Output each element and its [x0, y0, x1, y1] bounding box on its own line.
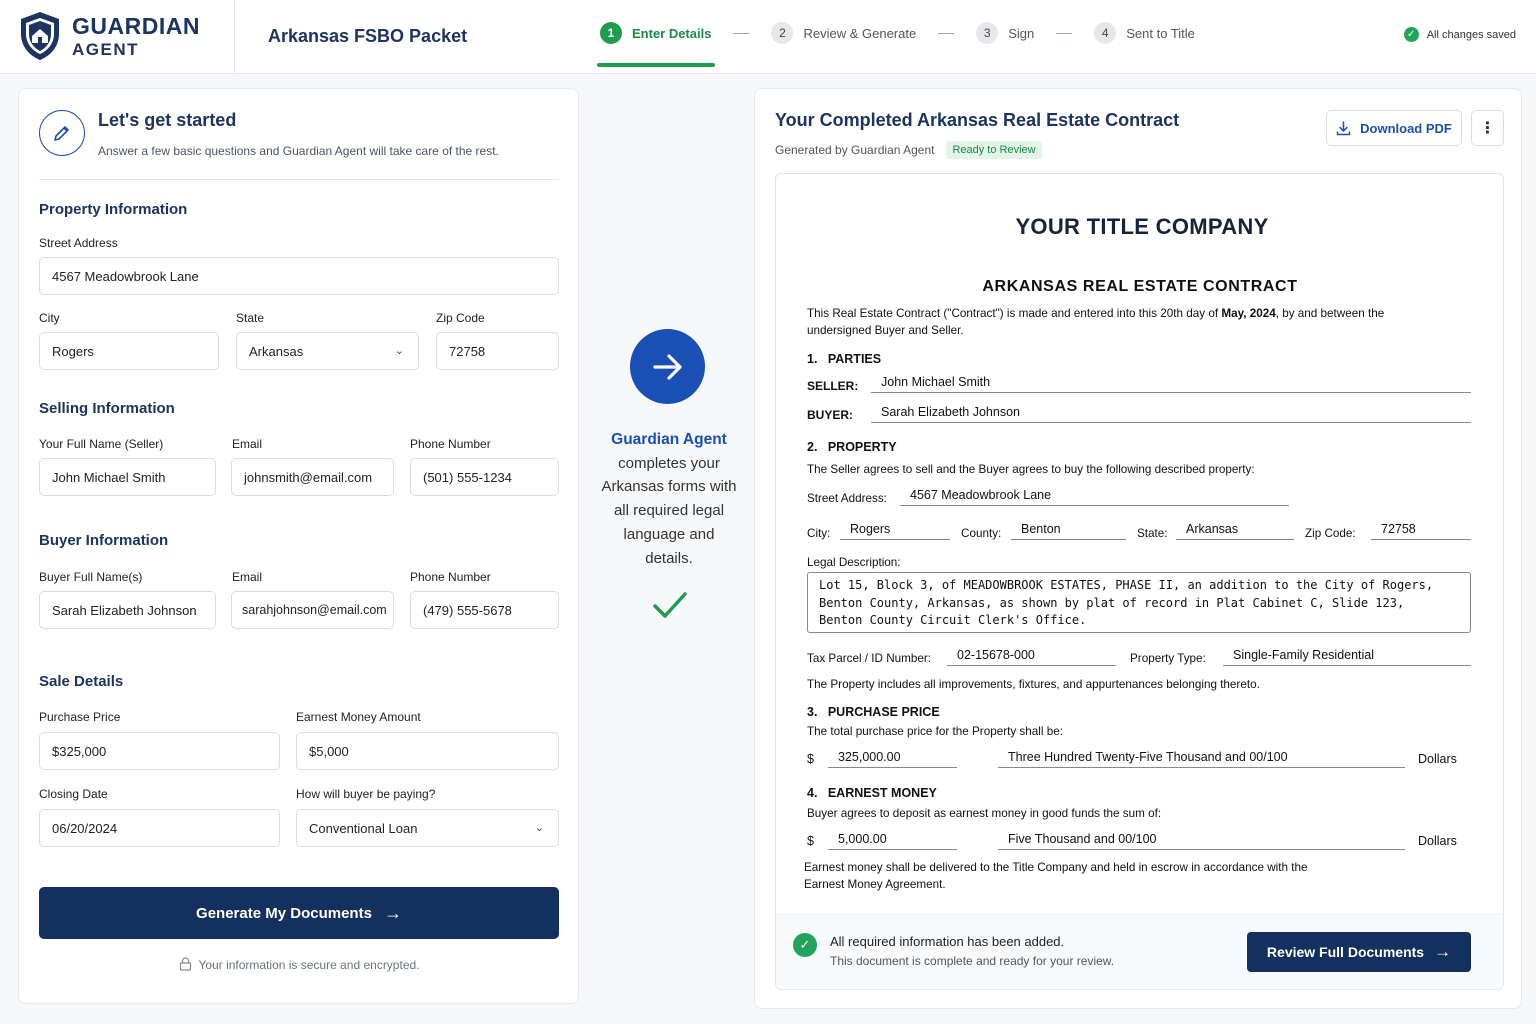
city-field: Rogers [840, 521, 950, 540]
contract-heading: ARKANSAS REAL ESTATE CONTRACT [982, 278, 1298, 295]
intro-title: Let's get started [98, 110, 237, 130]
step-label: Sent to Title [1126, 25, 1195, 41]
legal-description-box [807, 572, 1471, 633]
download-pdf-button[interactable] [1326, 110, 1462, 146]
seller-name-label: Your Full Name (Seller) [39, 437, 164, 451]
process-explanation [598, 428, 740, 570]
price-label: Purchase Price [39, 710, 121, 724]
seller-label: SELLER: [807, 379, 859, 393]
generate-button-label: Generate My Documents [196, 904, 372, 922]
earnest-money-heading: 4. EARNEST MONEY [807, 786, 937, 800]
review-full-documents-button[interactable] [1247, 932, 1471, 972]
contract-card-title: Your Completed Arkansas Real Estate Contract [775, 110, 1180, 130]
contract-document [775, 173, 1504, 990]
top-header [0, 0, 1536, 74]
save-status [1404, 27, 1516, 42]
intro-date: May, 2024 [1221, 307, 1276, 320]
buyer-name-label: Buyer Full Name(s) [39, 570, 143, 584]
step-number: 3 [976, 22, 998, 44]
buyer-phone-label: Phone Number [410, 570, 491, 584]
check-circle-icon: ✓ [1404, 27, 1419, 42]
seller-phone-input[interactable]: (501) 555-1234 [410, 458, 559, 496]
state-label: State: [1137, 527, 1168, 540]
guardian-agent-logo[interactable] [18, 10, 200, 62]
sale-section-title: Sale Details [39, 673, 124, 690]
chevron-down-icon: ⌄ [394, 345, 404, 357]
seller-phone-label: Phone Number [410, 437, 491, 451]
zip-label: Zip Code [436, 311, 485, 325]
buyer-label: BUYER: [807, 408, 854, 422]
parcel-label: Tax Parcel / ID Number: [807, 652, 932, 665]
title-company-heading: YOUR TITLE COMPANY [1015, 214, 1269, 239]
delivery-line: Earnest money shall be delivered to the Title Company and held in escrow in accordance with the [804, 861, 1308, 874]
lock-icon [179, 957, 192, 971]
secure-note [19, 957, 580, 972]
step-separator [1056, 33, 1072, 34]
payment-label: How will buyer be paying? [296, 787, 436, 801]
generate-documents-button[interactable] [39, 887, 559, 939]
download-icon [1336, 121, 1351, 136]
seller-name-input[interactable]: John Michael Smith [39, 458, 216, 496]
parcel-field: 02-15678-000 [947, 647, 1116, 666]
purchase-price-text: The total purchase price for the Property shall be: [807, 725, 1063, 738]
earnest-words-field: Five Thousand and 00/100 [998, 831, 1405, 850]
legal-line: Benton County Circuit Clerk's Office. [819, 613, 1087, 627]
city-label: City [39, 311, 60, 325]
intro-text: , by and between the [1275, 307, 1385, 320]
secure-note-text: Your information is secure and encrypted. [198, 958, 420, 972]
zip-label: Zip Code: [1305, 527, 1356, 540]
county-label: County: [961, 527, 1002, 540]
active-step-indicator [597, 63, 715, 67]
contract-preview-card [754, 88, 1522, 1009]
contract-intro [807, 305, 1477, 339]
completion-footer [776, 914, 1503, 989]
contract-card-subtitle [775, 141, 1042, 159]
seller-email-label: Email [232, 437, 263, 451]
state-field: Arkansas [1176, 521, 1294, 540]
logo-line2: AGENT [72, 39, 139, 59]
chevron-down-icon: ⌄ [534, 822, 544, 834]
seller-email-input[interactable]: johnsmith@email.com [231, 458, 394, 496]
step-number: 2 [771, 22, 793, 44]
street-label: Street Address [39, 236, 118, 250]
city-input[interactable]: Rogers [39, 332, 219, 370]
property-type-field: Single-Family Residential [1223, 647, 1471, 666]
details-form-card [18, 88, 579, 1004]
purchase-price-input[interactable]: $325,000 [39, 732, 280, 770]
earnest-money-text: Buyer agrees to deposit as earnest money in good funds the sum of: [807, 807, 1162, 820]
review-button-label: Review Full Documents [1266, 944, 1425, 960]
earnest-number-field: 5,000.00 [828, 831, 957, 850]
intro-subtitle: Answer a few basic questions and Guardian Agent will take care of the rest. [98, 144, 499, 158]
logo-line1: GUARDIAN [72, 12, 200, 39]
more-vertical-icon: ⋮ [1479, 120, 1496, 137]
header-divider [234, 0, 235, 74]
step-enter-details[interactable] [600, 22, 711, 44]
completion-subtitle: This document is complete and ready for your review. [830, 954, 1115, 968]
zip-input[interactable]: 72758 [436, 332, 559, 370]
closing-date-input[interactable]: 06/20/2024 [39, 809, 280, 847]
status-badge: Ready to Review [946, 141, 1041, 159]
process-brand: Guardian Agent [611, 431, 727, 448]
earnest-label: Earnest Money Amount [296, 710, 421, 724]
pencil-icon [39, 110, 85, 156]
step-separator [938, 33, 954, 34]
intro-text: This Real Estate Contract ("Contract") is made and entered into this 20th day of [807, 307, 1222, 320]
currency-symbol: $ [807, 752, 814, 766]
process-text: completes your Arkansas forms with all required legal language and details. [601, 454, 737, 567]
progress-stepper [600, 22, 1195, 44]
intro-text: undersigned Buyer and Seller. [807, 324, 964, 337]
completion-title: All required information has been added. [830, 934, 1065, 949]
street-address-input[interactable]: 4567 Meadowbrook Lane [39, 257, 559, 295]
closing-label: Closing Date [39, 787, 108, 801]
buyer-email-input[interactable]: sarahjohnson@email.com [231, 591, 394, 629]
state-select[interactable] [236, 332, 419, 370]
earnest-money-input[interactable]: $5,000 [296, 732, 559, 770]
state-select-value: Arkansas [249, 343, 304, 359]
save-status-text: All changes saved [1426, 28, 1516, 41]
arrow-right-circle-icon [630, 329, 705, 404]
legal-line: Benton County, Arkansas, as shown by plat of record in Plat Cabinet C, Slide 123, [819, 595, 1405, 610]
payment-method-select[interactable] [296, 809, 559, 847]
check-circle-icon: ✓ [793, 933, 817, 957]
property-text: The Seller agrees to sell and the Buyer agrees to buy the following described property: [807, 463, 1255, 476]
delivery-line: Earnest Money Agreement. [804, 878, 946, 891]
step-label: Review & Generate [803, 25, 917, 41]
dollars-label: Dollars [1418, 834, 1457, 848]
step-review-generate[interactable] [771, 22, 916, 44]
property-heading: 2. PROPERTY [807, 440, 897, 454]
purchase-price-heading: 3. PURCHASE PRICE [807, 705, 940, 719]
legal-line: Lot 15, Block 3, of MEADOWBROOK ESTATES, PHASE II, an addition to the City of Rogers, [819, 578, 1434, 592]
earnest-delivery-text [804, 859, 1484, 893]
step-label: Enter Details [632, 25, 712, 41]
buyer-section-title: Buyer Information [39, 532, 169, 549]
currency-symbol: $ [807, 834, 814, 848]
step-sent-to-title[interactable] [1094, 22, 1195, 44]
city-label: City: [807, 527, 831, 540]
step-number: 4 [1094, 22, 1116, 44]
packet-title: Arkansas FSBO Packet [268, 26, 468, 46]
zip-field: 72758 [1371, 521, 1471, 540]
step-label: Sign [1008, 25, 1035, 41]
legal-label: Legal Description: [807, 556, 901, 569]
includes-text: The Property includes all improvements, fixtures, and appurtenances belonging thereto. [807, 678, 1260, 691]
price-words-field: Three Hundred Twenty-Five Thousand and 00/100 [998, 749, 1405, 768]
step-separator [733, 33, 749, 34]
selling-section-title: Selling Information [39, 400, 175, 417]
generated-by-text: Generated by Guardian Agent [775, 143, 935, 157]
payment-select-value: Conventional Loan [309, 820, 418, 836]
seller-field: John Michael Smith [871, 374, 1471, 393]
buyer-email-label: Email [232, 570, 263, 584]
arrow-right-icon: → [1434, 942, 1452, 961]
shield-house-icon [18, 10, 62, 62]
check-icon [650, 588, 690, 624]
step-sign[interactable] [976, 22, 1034, 44]
buyer-name-input[interactable]: Sarah Elizabeth Johnson [39, 591, 216, 629]
property-section-title: Property Information [39, 201, 188, 218]
buyer-phone-input[interactable]: (479) 555-5678 [410, 591, 559, 629]
buyer-field: Sarah Elizabeth Johnson [871, 404, 1471, 423]
street-field: 4567 Meadowbrook Lane [900, 487, 1289, 506]
price-number-field: 325,000.00 [828, 749, 957, 768]
property-type-label: Property Type: [1130, 652, 1206, 665]
download-button-label: Download PDF [1360, 120, 1452, 136]
step-number: 1 [600, 22, 622, 44]
street-label: Street Address: [807, 492, 887, 505]
county-field: Benton [1011, 521, 1126, 540]
dollars-label: Dollars [1418, 752, 1457, 766]
state-label: State [236, 311, 265, 325]
more-options-button[interactable] [1471, 110, 1504, 146]
parties-heading: 1. PARTIES [807, 352, 882, 366]
divider [39, 179, 559, 180]
arrow-right-icon: → [383, 902, 402, 923]
